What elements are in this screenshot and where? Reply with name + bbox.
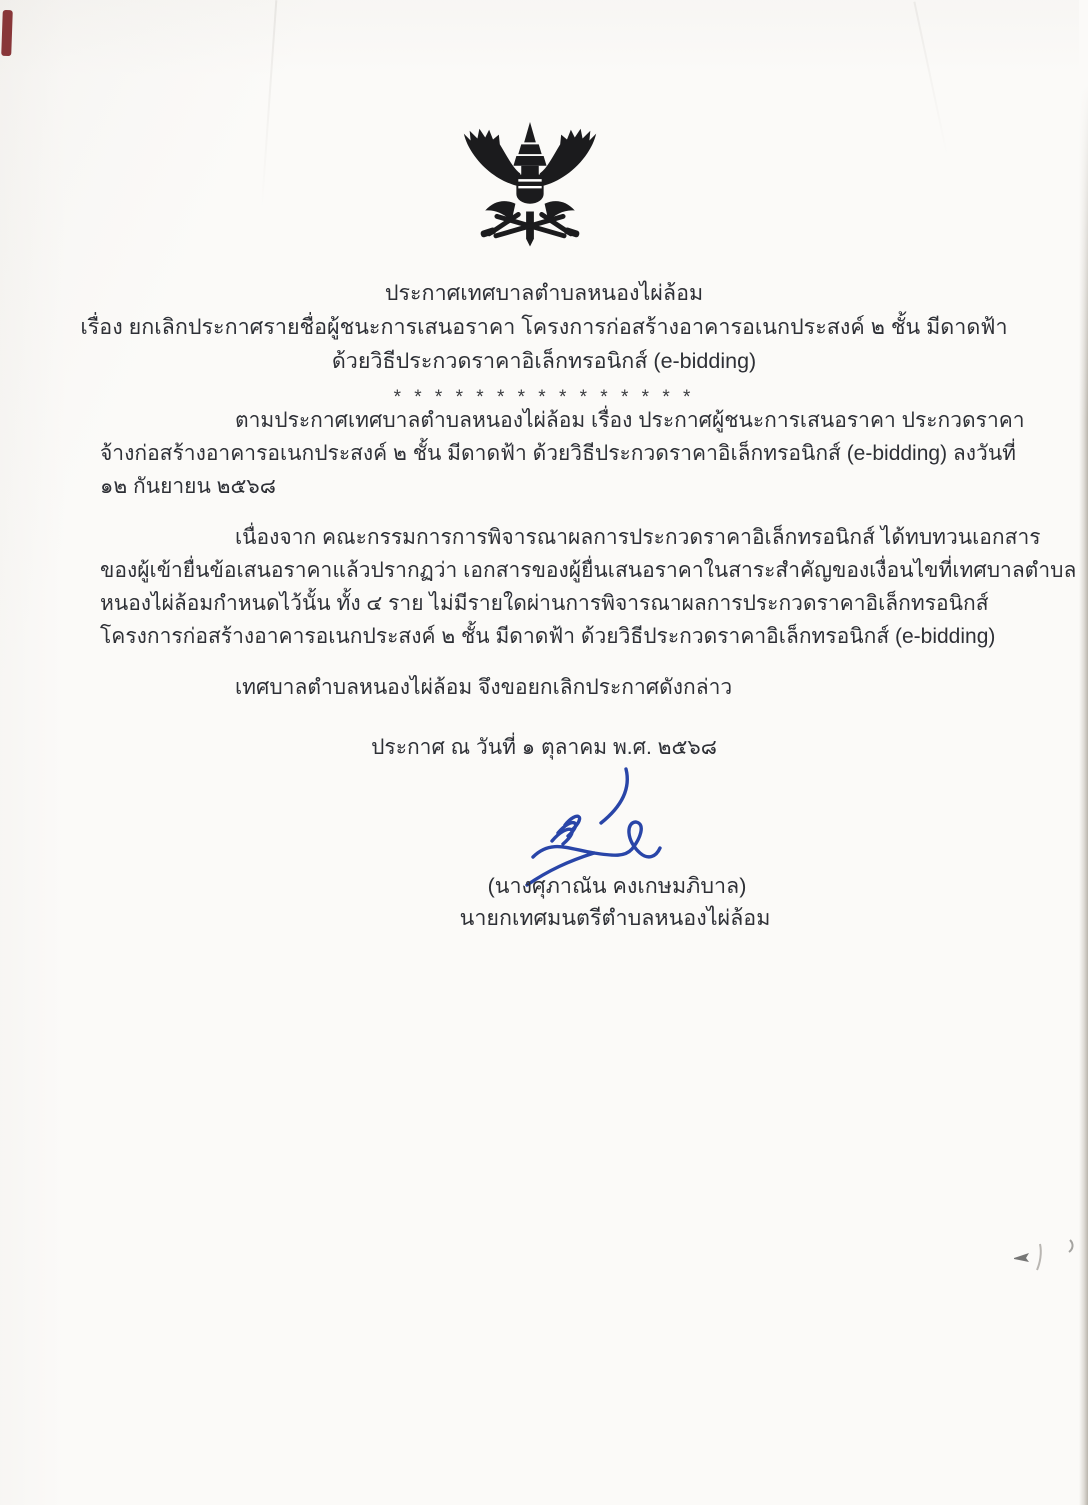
paragraph2-line3: หนองไผ่ล้อมกำหนดไว้นั้น ทั้ง ๔ ราย ไม่มีรายใดผ่านการพิจารณาผลการประกวดราคาอิเล็กทรอนิกส์ bbox=[100, 592, 989, 615]
title-line-1: ประกาศเทศบาลตำบลหนองไผ่ล้อม bbox=[384, 281, 704, 305]
paragraph3: เทศบาลตำบลหนองไผ่ล้อม จึงขอยกเลิกประกาศดังกล่าว bbox=[235, 676, 733, 699]
paragraph1-line3: ๑๒ กันยายน ๒๕๖๘ bbox=[100, 475, 276, 498]
signer-name: (นางศุภาณัน คงเกษมภิบาล) bbox=[487, 874, 747, 898]
garuda-emblem-icon bbox=[452, 120, 608, 266]
paragraph2-line2: ของผู้เข้ายื่นข้อเสนอราคาแล้วปรากฏว่า เอกสารของผู้ยื่นเสนอราคาในสาระสำคัญของเงื่อนไขที่เทศบาลตำบล bbox=[100, 559, 1077, 582]
paragraph1-line1: ตามประกาศเทศบาลตำบลหนองไผ่ล้อม เรื่อง ประกาศผู้ชนะการเสนอราคา ประกวดราคา bbox=[235, 409, 1025, 432]
paragraph2-line1: เนื่องจาก คณะกรรมการการพิจารณาผลการประกวดราคาอิเล็กทรอนิกส์ ได้ทบทวนเอกสาร bbox=[235, 526, 1041, 549]
announcement-date-line: ประกาศ ณ วันที่ ๑ ตุลาคม พ.ศ. ๒๕๖๘ bbox=[371, 736, 717, 759]
title-line-3: ด้วยวิธีประกวดราคาอิเล็กทรอนิกส์ (e-bidding) bbox=[331, 349, 757, 373]
star-divider: * * * * * * * * * * * * * * * bbox=[393, 387, 695, 408]
paragraph2-line4: โครงการก่อสร้างอาคารอเนกประสงค์ ๒ ชั้น มีดาดฟ้า ด้วยวิธีประกวดราคาอิเล็กทรอนิกส์ (e-bidding) bbox=[100, 625, 996, 648]
document-title-block bbox=[0, 276, 1088, 415]
red-corner-scan-mark bbox=[1, 10, 13, 56]
title-line-2: เรื่อง ยกเลิกประกาศรายชื่อผู้ชนะการเสนอราคา โครงการก่อสร้างอาคารอเนกประสงค์ ๒ ชั้น มีดาดฟ้า bbox=[80, 315, 1008, 339]
signer-title: นายกเทศมนตรีตำบลหนองไผ่ล้อม bbox=[459, 906, 771, 930]
pen-scratch-mark bbox=[1000, 1238, 1084, 1282]
paragraph1-line2: จ้างก่อสร้างอาคารอเนกประสงค์ ๒ ชั้น มีดาดฟ้า ด้วยวิธีประกวดราคาอิเล็กทรอนิกส์ (e-bidding) ลงวันที่ bbox=[100, 442, 1017, 465]
